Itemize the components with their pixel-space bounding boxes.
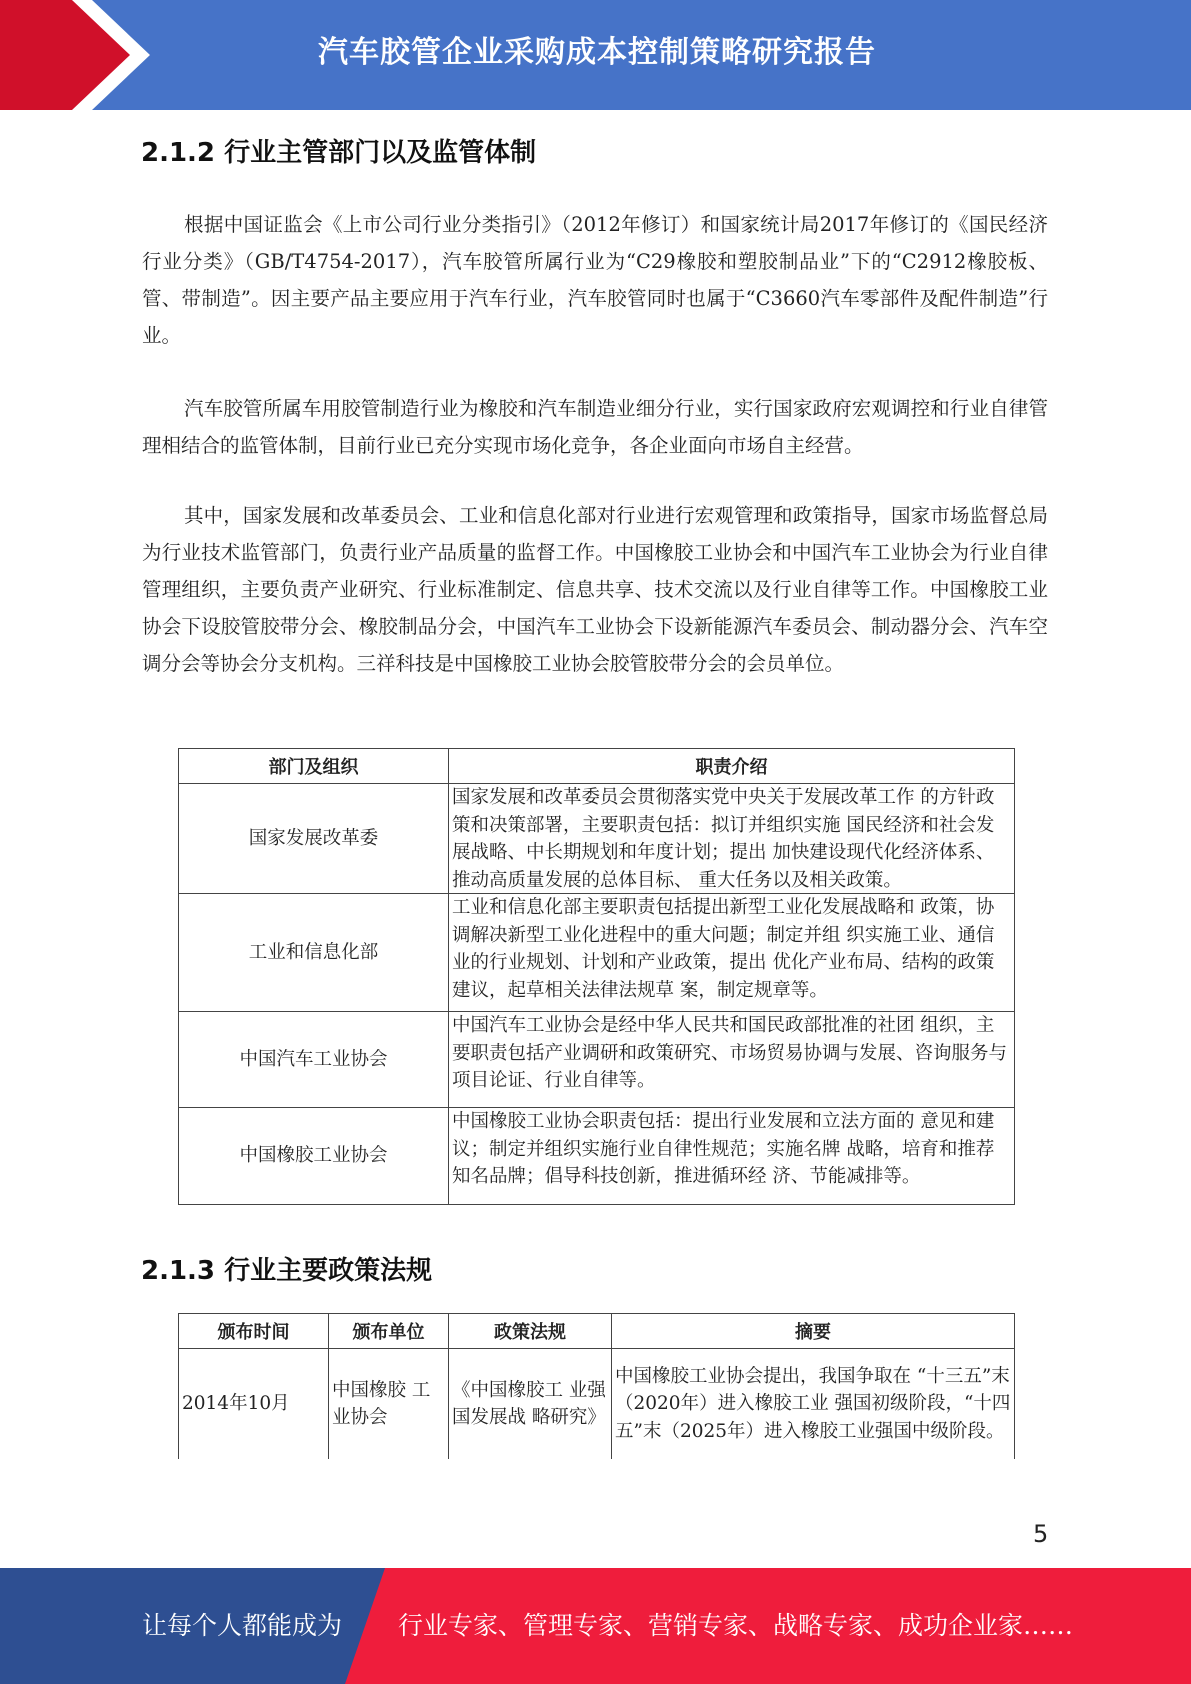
paragraph-regulatory-system: 汽车胶管所属车用胶管制造行业为橡胶和汽车制造业细分行业，实行国家政府宏观调控和行业自律管理相结合的监管体制，目前行业已充分实现市场化竞争，各企业面向市场自主经营。 xyxy=(142,397,1048,457)
column-header-org: 部门及组织 xyxy=(179,749,449,784)
section-heading-regulators: 2.1.2 行业主管部门以及监管体制 xyxy=(141,138,537,168)
unit-cell: 中国橡胶 工业协会 xyxy=(329,1349,449,1460)
table-row xyxy=(179,894,1015,1012)
column-header-unit: 颁布单位 xyxy=(329,1314,449,1349)
column-header-policy: 政策法规 xyxy=(449,1314,612,1349)
table-header-row xyxy=(179,1314,1015,1349)
footer-slogan-left: 让每个人都能成为 xyxy=(142,1611,343,1640)
table-row xyxy=(179,1349,1015,1460)
org-cell: 工业和信息化部 xyxy=(179,894,449,1012)
summary-cell: 中国橡胶工业协会提出，我国争取在 “十三五”末（2020年）进入橡胶工业 强国初级阶段，“十四五”末（2025年）进入橡胶工业强国中级阶段。 xyxy=(612,1349,1015,1460)
duty-cell: 中国橡胶工业协会职责包括：提出行业发展和立法方面的 意见和建议；制定并组织实施行业自律性规范；实施名牌 战略，培育和推荐知名品牌；倡导科技创新，推进循环经 济、节能减排等。 xyxy=(449,1108,1015,1205)
org-cell: 国家发展改革委 xyxy=(179,784,449,894)
report-title: 汽车胶管企业采购成本控制策略研究报告 xyxy=(318,35,876,70)
org-cell: 中国汽车工业协会 xyxy=(179,1012,449,1108)
table-header-row xyxy=(179,749,1015,784)
page-footer xyxy=(0,1568,1191,1684)
duty-cell: 国家发展和改革委员会贯彻落实党中央关于发展改革工作 的方针政策和决策部署，主要职责包括：拟订并组织实施 国民经济和社会发展战略、中长期规划和年度计划；提出 加快建设现代化经济体系、推动高质量发展的总体目标、 重大任务以及相关政策。 xyxy=(449,784,1015,894)
footer-slogan-right: 行业专家、管理专家、营销专家、战略专家、成功企业家…… xyxy=(398,1611,1074,1640)
duty-cell: 中国汽车工业协会是经中华人民共和国民政部批准的社团 组织，主要职责包括产业调研和政策研究、市场贸易协调与发展、咨询服务与项目论证、行业自律等。 xyxy=(449,1012,1015,1108)
policy-table xyxy=(178,1313,1015,1459)
table-row xyxy=(179,1108,1015,1205)
org-cell: 中国橡胶工业协会 xyxy=(179,1108,449,1205)
policy-cell: 《中国橡胶工 业强国发展战 略研究》 xyxy=(449,1349,612,1460)
paragraph-regulatory-bodies: 其中，国家发展和改革委员会、工业和信息化部对行业进行宏观管理和政策指导，国家市场监督总局为行业技术监管部门，负责行业产品质量的监督工作。中国橡胶工业协会和中国汽车工业协会为行业自律管理组织，主要负责产业研究、行业标准制定、信息共享、技术交流以及行业自律等工作。中国橡胶工业协会下设胶管胶带分会、橡胶制品分会，中国汽车工业协会下设新能源汽车委员会、制动器分会、汽车空调分会等协会分支机构。三祥科技是中国橡胶工业协会胶管胶带分会的会员单位。 xyxy=(142,504,1048,675)
page-number: 5 xyxy=(1033,1520,1049,1548)
regulator-table xyxy=(178,748,1015,1205)
column-header-date: 颁布时间 xyxy=(179,1314,329,1349)
table-row xyxy=(179,1012,1015,1108)
paragraph-industry-classification: 根据中国证监会《上市公司行业分类指引》（2012年修订）和国家统计局2017年修订的《国民经济行业分类》（GB/T4754-2017），汽车胶管所属行业为“C29橡胶和塑胶制品业”下的“C2912橡胶板、管、带制造”。因主要产品主要应用于汽车行业，汽车胶管同时也属于“C3660汽车零部件及配件制造”行业。 xyxy=(142,213,1048,347)
duty-cell: 工业和信息化部主要职责包括提出新型工业化发展战略和 政策，协调解决新型工业化进程中的重大问题；制定并组 织实施工业、通信业的行业规划、计划和产业政策，提出 优化产业布局、结构的政策建议，起草相关法律法规草 案，制定规章等。 xyxy=(449,894,1015,1012)
table-row xyxy=(179,784,1015,894)
date-cell: 2014年10月 xyxy=(179,1349,329,1460)
column-header-duty: 职责介绍 xyxy=(449,749,1015,784)
page-header xyxy=(0,0,1191,110)
section-heading-policies: 2.1.3 行业主要政策法规 xyxy=(141,1256,433,1286)
column-header-summary: 摘要 xyxy=(612,1314,1015,1349)
